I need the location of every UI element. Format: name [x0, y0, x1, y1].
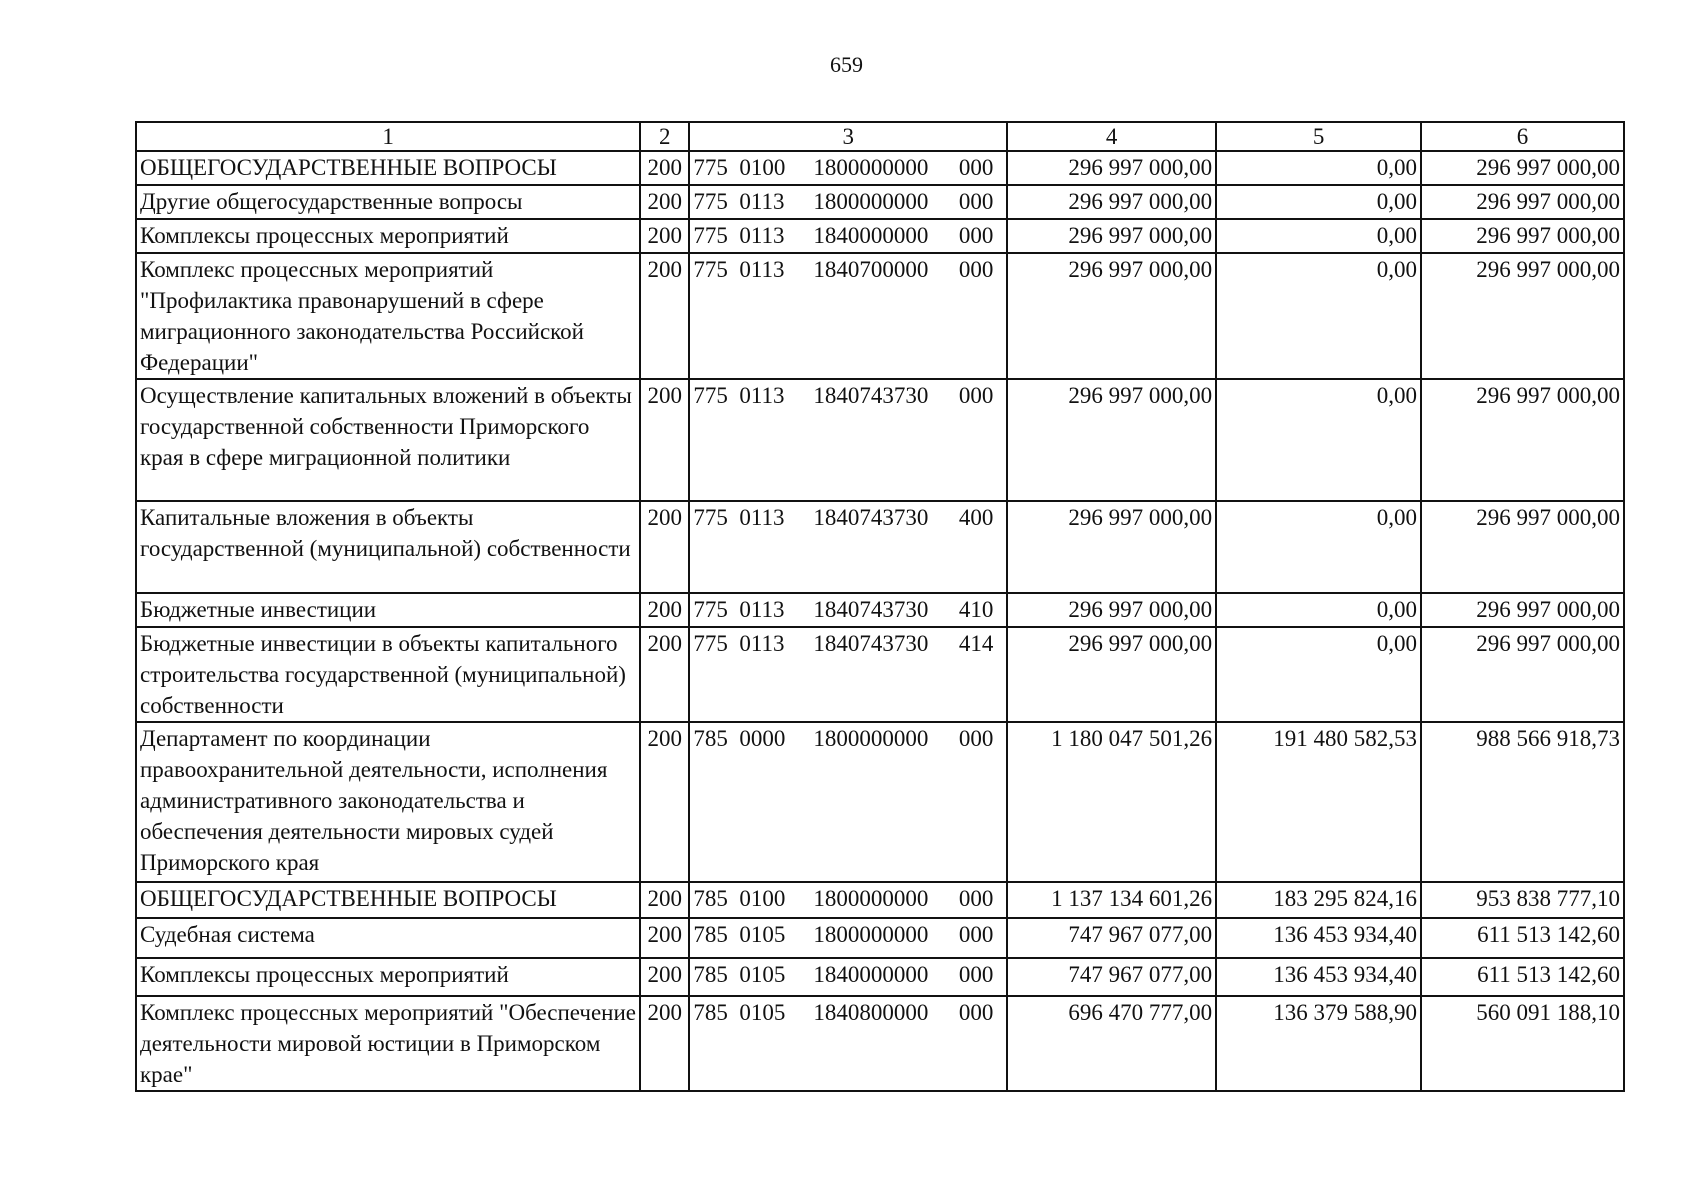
row-amount-col4: 296 997 000,00: [1007, 253, 1216, 379]
row-code-chapter: 785: [693, 962, 728, 987]
row-code-expense-type: 400: [958, 505, 994, 530]
row-classification-code: [689, 151, 1007, 185]
row-amount-col6: 296 997 000,00: [1421, 253, 1624, 379]
row-amount-col4: 296 997 000,00: [1007, 593, 1216, 627]
row-amount-col5: 136 379 588,90: [1216, 996, 1421, 1091]
row-code-admin: 200: [640, 996, 689, 1091]
row-code-admin: 200: [640, 722, 689, 882]
header-col-1: 1: [136, 122, 640, 151]
row-amount-col6: 296 997 000,00: [1421, 151, 1624, 185]
row-amount-col5: 136 453 934,40: [1216, 918, 1421, 958]
row-classification-code: [689, 219, 1007, 253]
row-classification-code: [689, 958, 1007, 996]
row-code-chapter: 775: [693, 155, 728, 180]
row-code-chapter: 785: [693, 1000, 728, 1025]
row-amount-col5: 0,00: [1216, 185, 1421, 219]
table-row: [136, 593, 1624, 627]
row-code-expense-type: 000: [958, 962, 994, 987]
row-classification-code: [689, 918, 1007, 958]
row-code-admin: 200: [640, 151, 689, 185]
header-col-6: 6: [1421, 122, 1624, 151]
row-amount-col4: 747 967 077,00: [1007, 918, 1216, 958]
row-amount-col5: 136 453 934,40: [1216, 958, 1421, 996]
row-code-admin: 200: [640, 918, 689, 958]
row-name: ОБЩЕГОСУДАРСТВЕННЫЕ ВОПРОСЫ: [136, 882, 640, 918]
row-amount-col4: 296 997 000,00: [1007, 185, 1216, 219]
row-amount-col5: 191 480 582,53: [1216, 722, 1421, 882]
table-row: [136, 379, 1624, 501]
row-classification-code: [689, 882, 1007, 918]
row-code-chapter: 775: [693, 597, 728, 622]
row-code-section: 0100: [739, 155, 786, 180]
row-name: Комплекс процессных мероприятий "Обеспечение деятельности мировой юстиции в Приморском крае": [136, 996, 640, 1091]
row-amount-col5: 0,00: [1216, 253, 1421, 379]
header-col-4: 4: [1007, 122, 1216, 151]
row-code-target: 1800000000: [813, 189, 929, 214]
header-col-3: 3: [689, 122, 1007, 151]
row-amount-col6: 988 566 918,73: [1421, 722, 1624, 882]
row-name: Комплекс процессных мероприятий "Профилактика правонарушений в сфере миграционного законодательства Российской Федерации": [136, 253, 640, 379]
row-amount-col6: 296 997 000,00: [1421, 379, 1624, 501]
row-code-section: 0113: [739, 257, 785, 282]
budget-table: [135, 121, 1625, 1092]
row-code-expense-type: 000: [958, 1000, 994, 1025]
row-name: ОБЩЕГОСУДАРСТВЕННЫЕ ВОПРОСЫ: [136, 151, 640, 185]
row-code-expense-type: 000: [958, 922, 994, 947]
row-classification-code: [689, 722, 1007, 882]
row-amount-col4: 1 137 134 601,26: [1007, 882, 1216, 918]
row-classification-code: [689, 253, 1007, 379]
row-code-chapter: 775: [693, 189, 728, 214]
row-code-section: 0113: [739, 505, 785, 530]
row-amount-col4: 747 967 077,00: [1007, 958, 1216, 996]
row-amount-col4: 296 997 000,00: [1007, 627, 1216, 722]
table-row: [136, 996, 1624, 1091]
row-code-expense-type: 000: [958, 383, 994, 408]
row-classification-code: [689, 185, 1007, 219]
row-code-target: 1840743730: [813, 505, 929, 530]
row-classification-code: [689, 627, 1007, 722]
row-code-section: 0113: [739, 631, 785, 656]
table-row: [136, 958, 1624, 996]
row-name: Бюджетные инвестиции: [136, 593, 640, 627]
row-name: Департамент по координации правоохранительной деятельности, исполнения административного законодательства и обеспечения деятельности мировых судей Приморского края: [136, 722, 640, 882]
row-code-target: 1800000000: [813, 155, 929, 180]
row-code-chapter: 785: [693, 726, 728, 751]
row-code-section: 0113: [739, 597, 785, 622]
row-code-section: 0100: [739, 886, 786, 911]
row-amount-col6: 296 997 000,00: [1421, 627, 1624, 722]
row-code-admin: 200: [640, 219, 689, 253]
row-amount-col5: 0,00: [1216, 219, 1421, 253]
row-amount-col5: 0,00: [1216, 593, 1421, 627]
row-code-target: 1840000000: [813, 223, 929, 248]
header-col-5: 5: [1216, 122, 1421, 151]
table-row: [136, 882, 1624, 918]
row-name: Осуществление капитальных вложений в объекты государственной собственности Приморского края в сфере миграционной политики: [136, 379, 640, 501]
row-amount-col5: 0,00: [1216, 501, 1421, 593]
row-amount-col4: 296 997 000,00: [1007, 379, 1216, 501]
table-body: [136, 151, 1624, 1091]
row-amount-col6: 296 997 000,00: [1421, 501, 1624, 593]
row-code-section: 0113: [739, 223, 785, 248]
row-code-expense-type: 414: [958, 631, 994, 656]
row-code-chapter: 775: [693, 505, 728, 530]
row-code-chapter: 785: [693, 886, 728, 911]
row-code-expense-type: 000: [958, 886, 994, 911]
row-amount-col5: 0,00: [1216, 379, 1421, 501]
row-name: Бюджетные инвестиции в объекты капитального строительства государственной (муниципальной) собственности: [136, 627, 640, 722]
row-classification-code: [689, 593, 1007, 627]
table-row: [136, 151, 1624, 185]
row-code-expense-type: 410: [958, 597, 994, 622]
table-row: [136, 501, 1624, 593]
row-code-chapter: 775: [693, 383, 728, 408]
row-name: Комплексы процессных мероприятий: [136, 219, 640, 253]
table-row: [136, 219, 1624, 253]
row-amount-col4: 296 997 000,00: [1007, 151, 1216, 185]
row-code-target: 1840000000: [813, 962, 929, 987]
row-code-admin: 200: [640, 501, 689, 593]
table-row: [136, 722, 1624, 882]
row-code-chapter: 775: [693, 257, 728, 282]
row-amount-col4: 296 997 000,00: [1007, 501, 1216, 593]
row-code-target: 1800000000: [813, 726, 929, 751]
row-code-admin: 200: [640, 185, 689, 219]
row-code-target: 1840743730: [813, 631, 929, 656]
row-amount-col6: 953 838 777,10: [1421, 882, 1624, 918]
row-name: Капитальные вложения в объекты государственной (муниципальной) собственности: [136, 501, 640, 593]
row-code-chapter: 775: [693, 223, 728, 248]
row-code-target: 1800000000: [813, 922, 929, 947]
row-code-admin: 200: [640, 593, 689, 627]
row-code-admin: 200: [640, 627, 689, 722]
row-code-section: 0113: [739, 383, 785, 408]
row-code-section: 0113: [739, 189, 785, 214]
table-row: [136, 185, 1624, 219]
row-code-target: 1840743730: [813, 383, 929, 408]
row-code-expense-type: 000: [958, 189, 994, 214]
row-code-expense-type: 000: [958, 223, 994, 248]
row-code-admin: 200: [640, 379, 689, 501]
row-code-target: 1800000000: [813, 886, 929, 911]
row-amount-col4: 296 997 000,00: [1007, 219, 1216, 253]
row-code-section: 0000: [739, 726, 786, 751]
row-code-target: 1840743730: [813, 597, 929, 622]
row-amount-col6: 611 513 142,60: [1421, 958, 1624, 996]
row-amount-col6: 611 513 142,60: [1421, 918, 1624, 958]
row-code-expense-type: 000: [958, 257, 994, 282]
row-code-expense-type: 000: [958, 155, 994, 180]
row-code-chapter: 775: [693, 631, 728, 656]
row-amount-col4: 1 180 047 501,26: [1007, 722, 1216, 882]
row-name: Судебная система: [136, 918, 640, 958]
row-amount-col5: 0,00: [1216, 151, 1421, 185]
table-row: [136, 627, 1624, 722]
header-row: [136, 122, 1624, 151]
row-code-expense-type: 000: [958, 726, 994, 751]
row-classification-code: [689, 501, 1007, 593]
row-amount-col6: 296 997 000,00: [1421, 219, 1624, 253]
row-code-chapter: 785: [693, 922, 728, 947]
table-row: [136, 253, 1624, 379]
row-amount-col6: 296 997 000,00: [1421, 593, 1624, 627]
row-amount-col5: 0,00: [1216, 627, 1421, 722]
row-code-section: 0105: [739, 1000, 786, 1025]
table-header: [136, 122, 1624, 151]
row-amount-col5: 183 295 824,16: [1216, 882, 1421, 918]
row-code-section: 0105: [739, 962, 786, 987]
row-code-admin: 200: [640, 253, 689, 379]
row-amount-col6: 296 997 000,00: [1421, 185, 1624, 219]
row-amount-col4: 696 470 777,00: [1007, 996, 1216, 1091]
page-number: 659: [830, 52, 863, 77]
row-amount-col6: 560 091 188,10: [1421, 996, 1624, 1091]
row-code-admin: 200: [640, 882, 689, 918]
row-code-target: 1840800000: [813, 1000, 929, 1025]
row-name: Комплексы процессных мероприятий: [136, 958, 640, 996]
row-code-admin: 200: [640, 958, 689, 996]
row-classification-code: [689, 379, 1007, 501]
row-code-section: 0105: [739, 922, 786, 947]
table-row: [136, 918, 1624, 958]
row-classification-code: [689, 996, 1007, 1091]
row-name: Другие общегосударственные вопросы: [136, 185, 640, 219]
row-code-target: 1840700000: [813, 257, 929, 282]
header-col-2: 2: [640, 122, 689, 151]
